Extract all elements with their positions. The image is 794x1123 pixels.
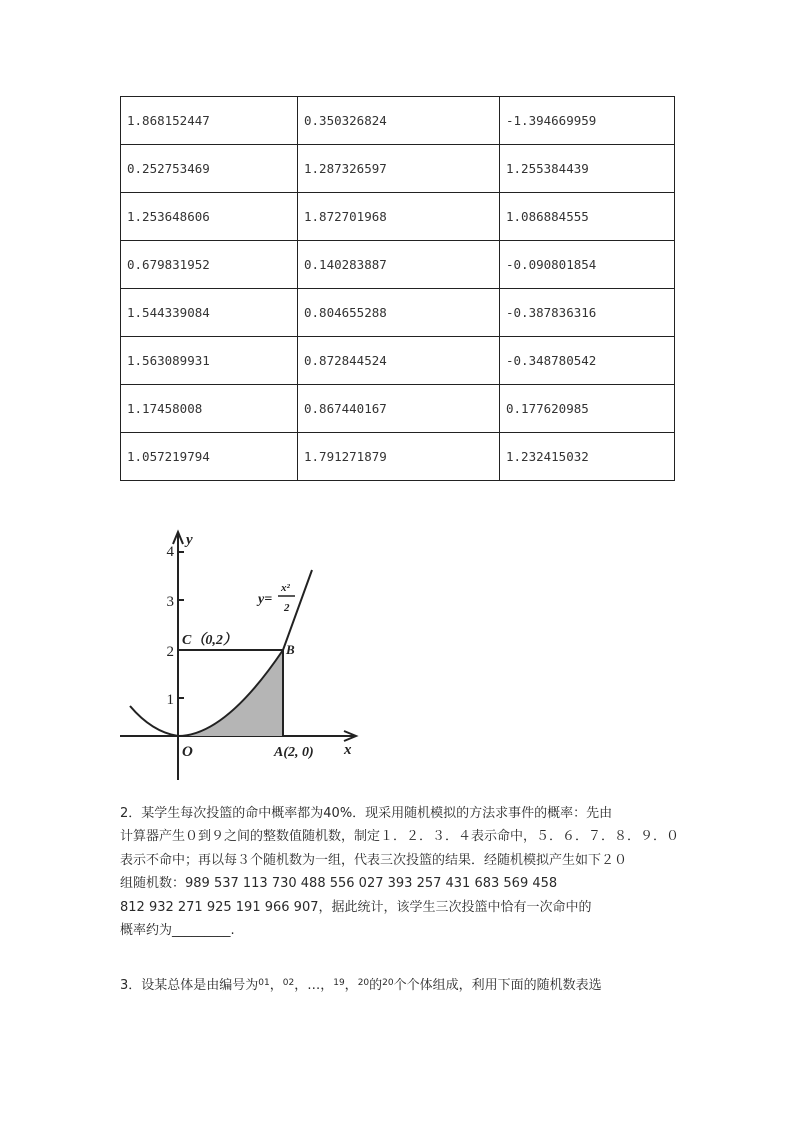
table-cell: -0.387836316: [500, 289, 675, 337]
table-cell: 1.872701968: [298, 193, 500, 241]
table-cell: 1.232415032: [500, 433, 675, 481]
problem-3: [120, 972, 700, 997]
curve-label-denominator: 2: [284, 602, 290, 614]
table-cell: 0.804655288: [298, 289, 500, 337]
point-a-label: A(2, 0): [274, 745, 314, 760]
table-cell: 1.253648606: [121, 193, 298, 241]
number-label: 01: [258, 978, 270, 988]
table-row: [121, 433, 675, 481]
problem-line: [120, 972, 700, 997]
table-row: [121, 145, 675, 193]
number-label: 19: [333, 978, 345, 988]
table-cell: 1.086884555: [500, 193, 675, 241]
table-cell: 1.868152447: [121, 97, 298, 145]
table-cell: -0.348780542: [500, 337, 675, 385]
table-cell: 1.563089931: [121, 337, 298, 385]
table-cell: -0.090801854: [500, 241, 675, 289]
table-row: [121, 385, 675, 433]
table-cell: 0.350326824: [298, 97, 500, 145]
table-cell: 1.17458008: [121, 385, 298, 433]
number-label: 20: [357, 978, 370, 988]
problem-line: 计算器产生０到９之间的整数值随机数，制定１．２．３．４表示命中，５．６．７．８．９．０: [120, 829, 680, 845]
origin-label: O: [182, 744, 193, 760]
parabola-figure: [118, 528, 364, 784]
problem-text: 3．设某总体是由编号为: [120, 978, 259, 993]
problem-line: 概率约为_________.: [120, 923, 235, 939]
table-cell: 1.791271879: [298, 433, 500, 481]
x-axis-label: x: [344, 742, 352, 758]
shaded-area: [178, 650, 283, 736]
problem-line: 表示不命中；再以每３个随机数为一组，代表三次投篮的结果．经随机模拟产生如下２０: [120, 852, 628, 868]
table-cell: 0.252753469: [121, 145, 298, 193]
table-row: [121, 193, 675, 241]
problem-2: [120, 802, 700, 942]
y-tick-label: 3: [166, 594, 174, 610]
curve-label: y=: [258, 592, 273, 607]
y-axis-label: y: [186, 532, 193, 548]
problem-line: 2．某学生每次投篮的命中概率都为40%．现采用随机模拟的方法求事件的概率：先由: [120, 806, 613, 821]
point-b-label: B: [286, 642, 295, 657]
problem-text: ，: [344, 978, 358, 993]
problem-line: 812 932 271 925 191 966 907，据此统计，该学生三次投篮中恰有一次命中的: [120, 899, 592, 915]
number-label: 20: [382, 978, 394, 988]
table-row: [121, 97, 675, 145]
curve-label-numerator: x²: [281, 582, 290, 594]
table-row: [121, 289, 675, 337]
problem-text: ，: [269, 978, 283, 993]
table-cell: 0.140283887: [298, 241, 500, 289]
table-cell: 1.057219794: [121, 433, 298, 481]
y-tick-label: 2: [166, 644, 174, 660]
problem-text: 的: [369, 978, 383, 993]
y-tick-label: 4: [166, 544, 174, 560]
table-cell: 0.177620985: [500, 385, 675, 433]
random-number-table: [120, 96, 675, 481]
table-cell: 0.679831952: [121, 241, 298, 289]
table-cell: 1.287326597: [298, 145, 500, 193]
parabola-curve: [130, 570, 312, 736]
point-c-label: C（0,2）: [182, 633, 237, 648]
table-cell: 1.255384439: [500, 145, 675, 193]
table-cell: 1.544339084: [121, 289, 298, 337]
y-tick-label: 1: [166, 692, 174, 708]
problem-line: 组随机数：989 537 113 730 488 556 027 393 257 431 683 569 458: [120, 876, 558, 892]
problem-text: 个个体组成，利用下面的随机数表选: [393, 978, 602, 993]
problem-text: ，…，: [294, 978, 334, 993]
table-cell: 0.867440167: [298, 385, 500, 433]
table-cell: -1.394669959: [500, 97, 675, 145]
table-row: [121, 241, 675, 289]
number-label: 02: [282, 978, 295, 988]
table-cell: 0.872844524: [298, 337, 500, 385]
table-row: [121, 337, 675, 385]
